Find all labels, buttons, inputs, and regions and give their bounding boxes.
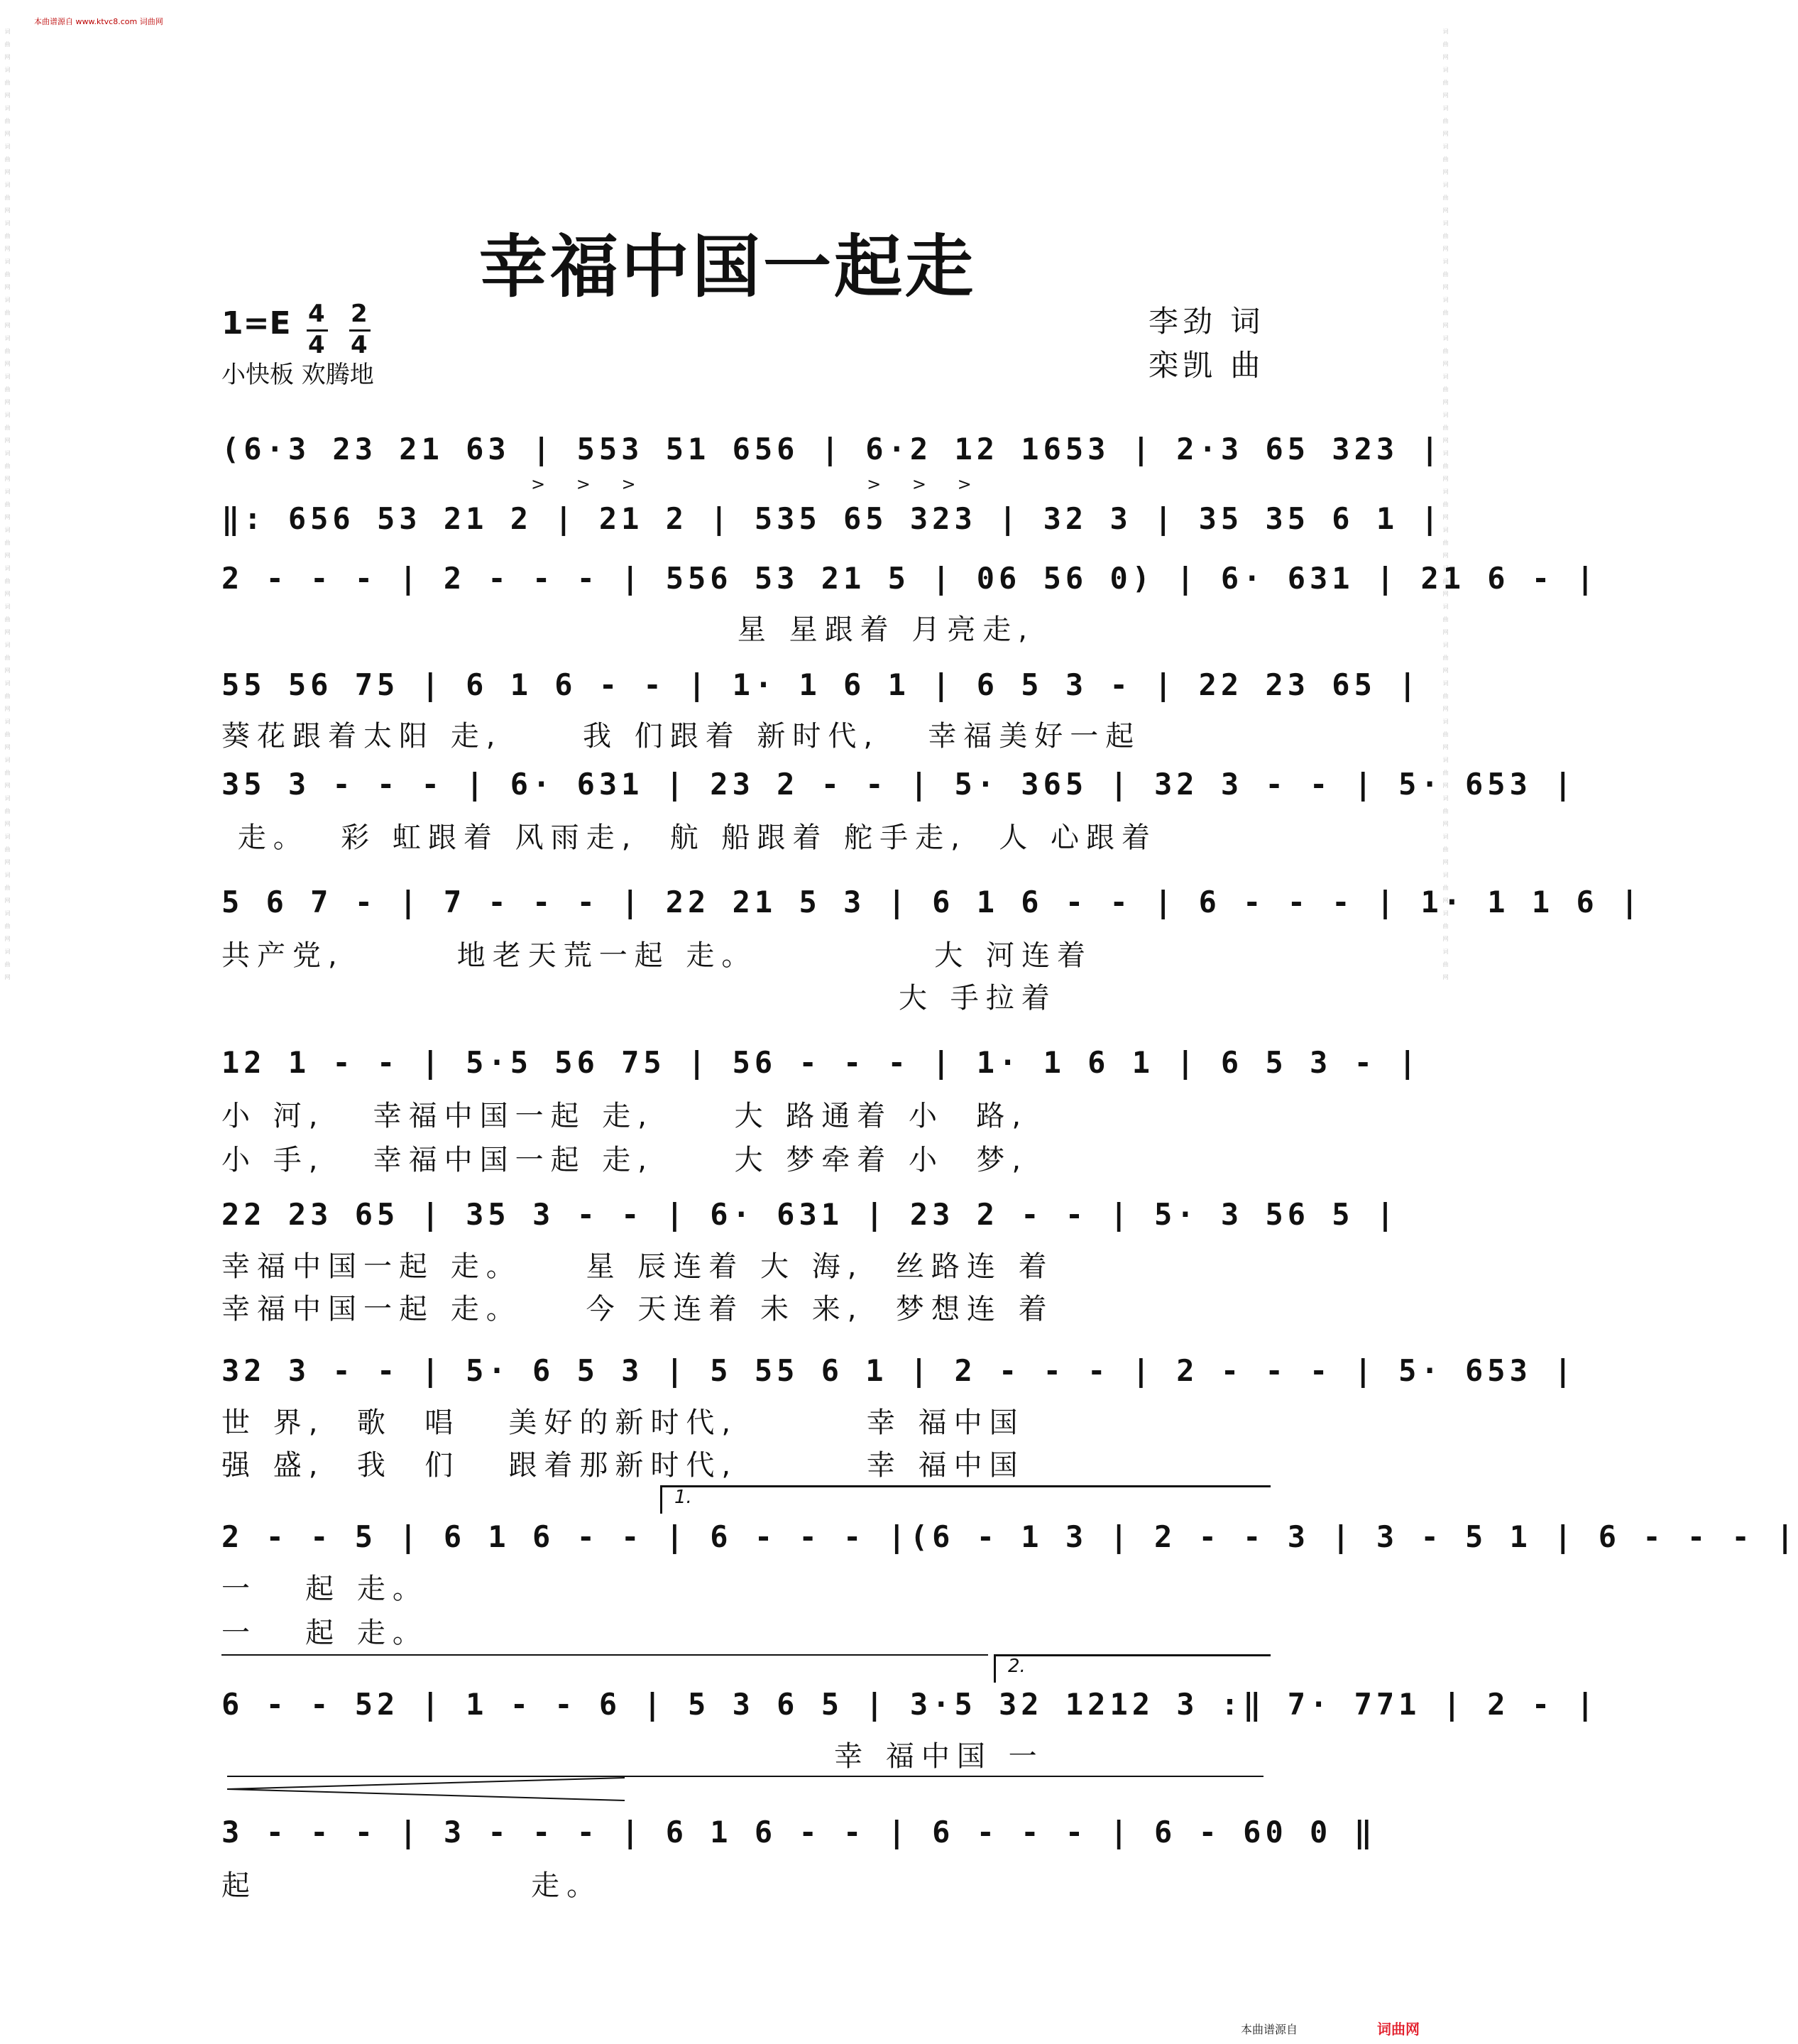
watermark-right: 词曲网词曲网词曲网词曲网词曲网词曲网词曲网词曲网词曲网词曲网词曲网词曲网词曲网词曲网词曲网词曲网词曲网词曲网词曲网词曲网词曲网词曲网词曲网词曲网词曲网 <box>1442 28 1449 987</box>
lyric-line: 幸 福中国 一 <box>221 1740 1044 1773</box>
lyric-line: 世 界, 歌 唱 美好的新时代, 幸 福中国 <box>221 1406 1025 1439</box>
ending-2-label: 2. <box>1008 1656 1026 1677</box>
time-sig-1-num: 4 <box>308 300 325 328</box>
music-system-6: 5 6 7 - | 7 - - - | 22 21 5 3 | 6 1 6 - - | 6 - - - | 1· 1 1 6 | <box>221 885 1643 919</box>
lyric-line: 葵花跟着太阳 走, 我 们跟着 新时代, 幸福美好一起 <box>221 720 1141 753</box>
lyric-line: 一 起 走。 <box>221 1573 428 1605</box>
music-system-10: 2 - - 5 | 6 1 6 - - | 6 - - - |(6 - 1 3 | 2 - - 3 | 3 - 5 1 | 6 - - - | <box>221 1519 1798 1554</box>
lyric-line: 幸福中国一起 走。 星 辰连着 大 海, 丝路连 着 <box>221 1250 1054 1283</box>
site-logo: 词曲网 <box>1377 2021 1420 2038</box>
accent-marks: > > > > > > <box>531 474 985 494</box>
lyric-line: 共产党, 地老天荒一起 走。 大 河连着 <box>221 939 1093 972</box>
lyric-line: 一 起 走。 <box>221 1617 428 1649</box>
lyric-line: 强 盛, 我 们 跟着那新时代, 幸 福中国 <box>221 1449 1025 1482</box>
music-system-9: 32 3 - - | 5· 6 5 3 | 5 55 6 1 | 2 - - - | 2 - - - | 5· 653 | <box>221 1353 1577 1388</box>
lyricist-credit: 李劲 词 <box>1149 304 1265 339</box>
source-note-bottom: 本曲谱源自 <box>1241 2023 1298 2036</box>
tempo-marking: 小快板 欢腾地 <box>221 361 374 389</box>
music-system-1: (6·3 23 21 63 | 553 51 656 | 6·2 12 1653 | 2·3 65 323 | <box>221 432 1443 466</box>
lyric-line: 小 手, 幸福中国一起 走, 大 梦牵着 小 梦, <box>221 1144 1029 1176</box>
music-system-11: 6 - - 52 | 1 - - 6 | 5 3 6 5 | 3·5 32 1212 3 :‖ 7· 771 | 2 - | <box>221 1687 1599 1722</box>
lyric-line: 星 星跟着 月亮走, <box>221 613 1035 646</box>
watermark-left: 词曲网词曲网词曲网词曲网词曲网词曲网词曲网词曲网词曲网词曲网词曲网词曲网词曲网词曲网词曲网词曲网词曲网词曲网词曲网词曲网词曲网词曲网词曲网词曲网词曲网 <box>4 28 11 987</box>
music-system-4: 55 56 75 | 6 1 6 - - | 1· 1 6 1 | 6 5 3 - | 22 23 65 | <box>221 667 1421 702</box>
crescendo-hairpin <box>227 1775 1271 1803</box>
music-system-2: ‖: 656 53 21 2 | 21 2 | 535 65 323 | 32 3 | 35 35 6 1 | <box>221 501 1443 536</box>
music-system-5: 35 3 - - - | 6· 631 | 23 2 - - | 5· 365 | 32 3 - - | 5· 653 | <box>221 767 1577 802</box>
key-signature: 1=E <box>221 305 291 341</box>
time-sig-2-num: 2 <box>351 300 368 328</box>
music-system-8: 22 23 65 | 35 3 - - | 6· 631 | 23 2 - - | 5· 3 56 5 | <box>221 1197 1399 1232</box>
lyric-line: 小 河, 幸福中国一起 走, 大 路通着 小 路, <box>221 1100 1029 1132</box>
song-title: 幸福中国一起走 <box>479 226 976 307</box>
time-signatures <box>305 300 390 359</box>
music-system-7: 12 1 - - | 5·5 56 75 | 56 - - - | 1· 1 6 1 | 6 5 3 - | <box>221 1045 1421 1080</box>
music-system-3: 2 - - - | 2 - - - | 556 53 21 5 | 06 56 0) | 6· 631 | 21 6 - | <box>221 561 1599 596</box>
music-system-12: 3 - - - | 3 - - - | 6 1 6 - - | 6 - - - | 6 - 60 0 ‖ <box>221 1815 1376 1849</box>
ending-1-label: 1. <box>674 1487 692 1508</box>
time-sig-1-den: 4 <box>308 331 325 359</box>
lyric-line: 起 走。 <box>221 1869 603 1902</box>
lyric-line: 走。 彩 虹跟着 风雨走, 航 船跟着 舵手走, 人 心跟着 <box>221 821 1158 854</box>
source-note-top: 本曲谱源自 www.ktvc8.com 词曲网 <box>34 17 163 26</box>
time-sig-2-den: 4 <box>351 331 368 359</box>
composer-credit: 栾凯 曲 <box>1149 348 1265 383</box>
lyric-line: 幸福中国一起 走。 今 天连着 未 来, 梦想连 着 <box>221 1293 1054 1326</box>
lyric-line: 大 手拉着 <box>221 982 1057 1015</box>
